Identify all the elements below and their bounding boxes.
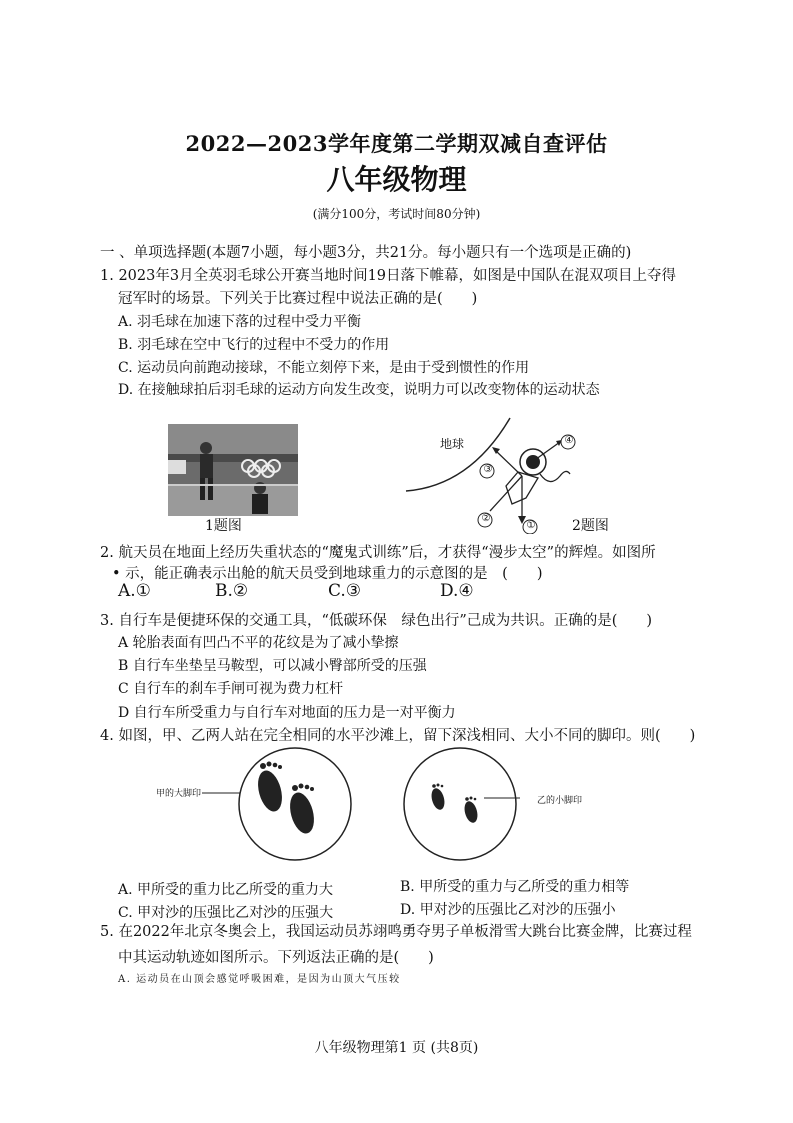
q4-option-a: A. 甲所受的重力比乙所受的重力大 [118, 882, 334, 898]
q4-option-c: C. 甲对沙的压强比乙对沙的压强大 [118, 905, 334, 921]
q1-option-b: B. 羽毛球在空中飞行的过程中不受力的作用 [118, 337, 390, 353]
exam-subtitle: (满分100分，考试时间80分钟) [312, 207, 481, 221]
exam-title: 2022—2023学年度第二学期双减自查评估 [185, 131, 608, 156]
fig2-label-4: ④ [564, 435, 574, 446]
fig4-right-label: 乙的小脚印 [537, 796, 583, 806]
section-heading: 一 、单项选择题(本题7小题，每小题3分，共21分。每小题只有一个选项是正确的) [100, 245, 632, 261]
fig2-caption: 2题图 [572, 518, 609, 534]
fig1-caption: 1题图 [205, 518, 242, 534]
fig4-footprints [150, 746, 630, 866]
q2-option-a: A.① [118, 581, 151, 601]
q3-option-a: A 轮胎表面有凹凸不平的花纹是为了减小挚擦 [118, 635, 399, 651]
fig2-label-3: ③ [483, 464, 493, 475]
q5-option-a: A. 运动员在山顶会感觉呼吸困难，是因为山顶大气压较 [118, 974, 401, 985]
fig2-label-1: ① [526, 520, 536, 531]
q1-option-c: C. 运动员向前跑动接球，不能立刻停下来，是由于受到惯性的作用 [118, 360, 530, 376]
q5-stem-line1: 5. 在2022年北京冬奥会上，我国运动员苏翊鸣勇夺男子单板滑雪大跳台比赛金牌，比赛过程 [100, 924, 692, 940]
small-footprint-2-icon [462, 797, 479, 825]
small-footprint-1-icon [429, 784, 446, 812]
q4-stem: 4. 如图，甲、乙两人站在完全相同的水平沙滩上，留下深浅相同、大小不同的脚印。则( ) [100, 728, 696, 744]
q2-stem-line2: • 示，能正确表示出舱的航天员受到地球重力的示意图的是 ( ) [112, 566, 543, 582]
q3-option-d: D 自行车所受重力与自行车对地面的压力是一对平衡力 [118, 705, 456, 721]
q3-option-b: B 自行车坐垫呈马鞍型，可以减小臀部所受的压强 [118, 658, 427, 674]
page-footer: 八年级物理第1 页 (共8页) [314, 1040, 479, 1056]
q1-option-a: A. 羽毛球在加速下落的过程中受力平衡 [118, 314, 362, 330]
fig2-earth-label: 地球 [440, 437, 465, 451]
fig2-label-2: ② [481, 513, 491, 524]
fig4-left-label: 甲的大脚印 [156, 789, 202, 799]
q1-stem-line1: 1. 2023年3月全英羽毛球公开赛当地时间19日落下帷幕，如图是中国队在混双项目上夺得 [100, 268, 677, 284]
big-footprint-2-icon [286, 784, 318, 837]
q2-option-b: B.② [215, 581, 249, 601]
q1-stem-line2: 冠军时的场景。下列关于比赛过程中说法正确的是( ) [118, 291, 478, 307]
q1-option-d: D. 在接触球拍后羽毛球的运动方向发生改变，说明力可以改变物体的运动状态 [118, 382, 600, 398]
subject-title: 八年级物理 [326, 163, 467, 196]
q3-stem: 3. 自行车是便捷环保的交通工具，“低碳环保 绿色出行”己成为共识。正确的是( ) [100, 613, 653, 629]
big-footprint-1-icon [254, 762, 286, 815]
q4-option-d: D. 甲对沙的压强比乙对沙的压强小 [400, 902, 616, 918]
q2-option-d: D.④ [440, 581, 474, 601]
q2-option-c: C.③ [328, 581, 362, 601]
q4-option-b: B. 甲所受的重力与乙所受的重力相等 [400, 879, 630, 895]
q3-option-c: C 自行车的刹车手闸可视为费力杠杆 [118, 681, 344, 697]
fig1-badminton-photo [168, 424, 298, 516]
q5-stem-line2: 中其运动轨迹如图所示。下列返法正确的是( ) [118, 950, 434, 966]
q2-stem-line1: 2. 航天员在地面上经历失重状态的“魔鬼式训练”后，才获得“漫步太空”的辉煌。如图所 [100, 545, 656, 561]
